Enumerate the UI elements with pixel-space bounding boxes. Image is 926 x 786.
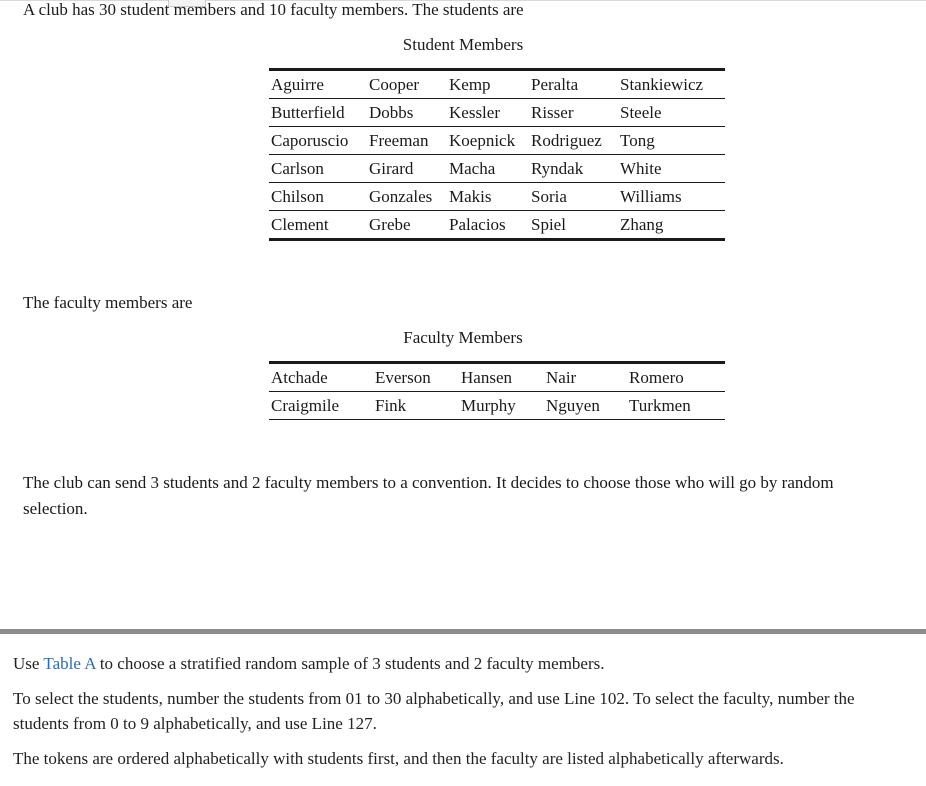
table-cell: Clement	[269, 211, 367, 240]
table-cell: Grebe	[367, 211, 447, 240]
table-cell: Nguyen	[544, 392, 627, 420]
table-cell: Hansen	[459, 363, 544, 392]
table-cell: Tong	[618, 127, 725, 155]
table-row	[269, 70, 725, 99]
table-cell: Everson	[373, 363, 459, 392]
table-cell: White	[618, 155, 725, 183]
table-cell: Atchade	[269, 363, 373, 392]
table-cell: Makis	[447, 183, 529, 211]
table-a-link[interactable]: Table A	[43, 654, 96, 673]
table-row	[269, 155, 725, 183]
intro-text: A club has 30 student members and 10 faculty members. The students are	[23, 0, 524, 19]
table-cell: Macha	[447, 155, 529, 183]
table-row	[269, 363, 725, 392]
faculty-table-caption: Faculty Members	[403, 328, 523, 347]
table-cell: Butterfield	[269, 99, 367, 127]
table-cell: Craigmile	[269, 392, 373, 420]
table-cell: Nair	[544, 363, 627, 392]
table-cell: Koepnick	[447, 127, 529, 155]
table-cell: Romero	[627, 363, 725, 392]
faculty-table	[269, 361, 725, 420]
table-cell: Chilson	[269, 183, 367, 211]
instruction-suffix: to choose a stratified random sample of 3 students and 2 faculty members.	[95, 654, 605, 673]
table-cell: Soria	[529, 183, 618, 211]
table-cell: Dobbs	[367, 99, 447, 127]
table-cell: Cooper	[367, 70, 447, 99]
table-cell: Ryndak	[529, 155, 618, 183]
table-row	[269, 99, 725, 127]
table-cell: Carlson	[269, 155, 367, 183]
table-cell: Turkmen	[627, 392, 725, 420]
table-row	[269, 392, 725, 420]
table-cell: Rodriguez	[529, 127, 618, 155]
table-cell: Kessler	[447, 99, 529, 127]
table-cell: Fink	[373, 392, 459, 420]
instruction-line	[13, 651, 913, 676]
table-cell: Caporuscio	[269, 127, 367, 155]
section-divider	[0, 629, 926, 634]
table-row	[269, 127, 725, 155]
table-cell: Peralta	[529, 70, 618, 99]
table-cell: Gonzales	[367, 183, 447, 211]
selection-instructions: To select the students, number the students from 01 to 30 alphabetically, and use Line 102. To select the faculty, number the students from 0 to 9 alphabetically, and use Line 127.	[13, 689, 855, 733]
table-cell: Aguirre	[269, 70, 367, 99]
instruction-prefix: Use	[13, 654, 44, 673]
table-cell: Girard	[367, 155, 447, 183]
table-row	[269, 211, 725, 240]
token-order-note: The tokens are ordered alphabetically with students first, and then the faculty are listed alphabetically afterwards.	[13, 749, 784, 768]
table-cell: Williams	[618, 183, 725, 211]
table-cell: Murphy	[459, 392, 544, 420]
table-cell: Steele	[618, 99, 725, 127]
convention-text: The club can send 3 students and 2 faculty members to a convention. It decides to choose those who will go by random selection.	[23, 473, 834, 518]
table-cell: Risser	[529, 99, 618, 127]
student-table	[269, 68, 725, 241]
table-cell: Zhang	[618, 211, 725, 240]
table-cell: Freeman	[367, 127, 447, 155]
table-cell: Palacios	[447, 211, 529, 240]
table-cell: Spiel	[529, 211, 618, 240]
table-cell: Stankiewicz	[618, 70, 725, 99]
faculty-intro-text: The faculty members are	[23, 293, 193, 312]
student-table-caption: Student Members	[402, 35, 524, 54]
table-row	[269, 183, 725, 211]
table-cell: Kemp	[447, 70, 529, 99]
